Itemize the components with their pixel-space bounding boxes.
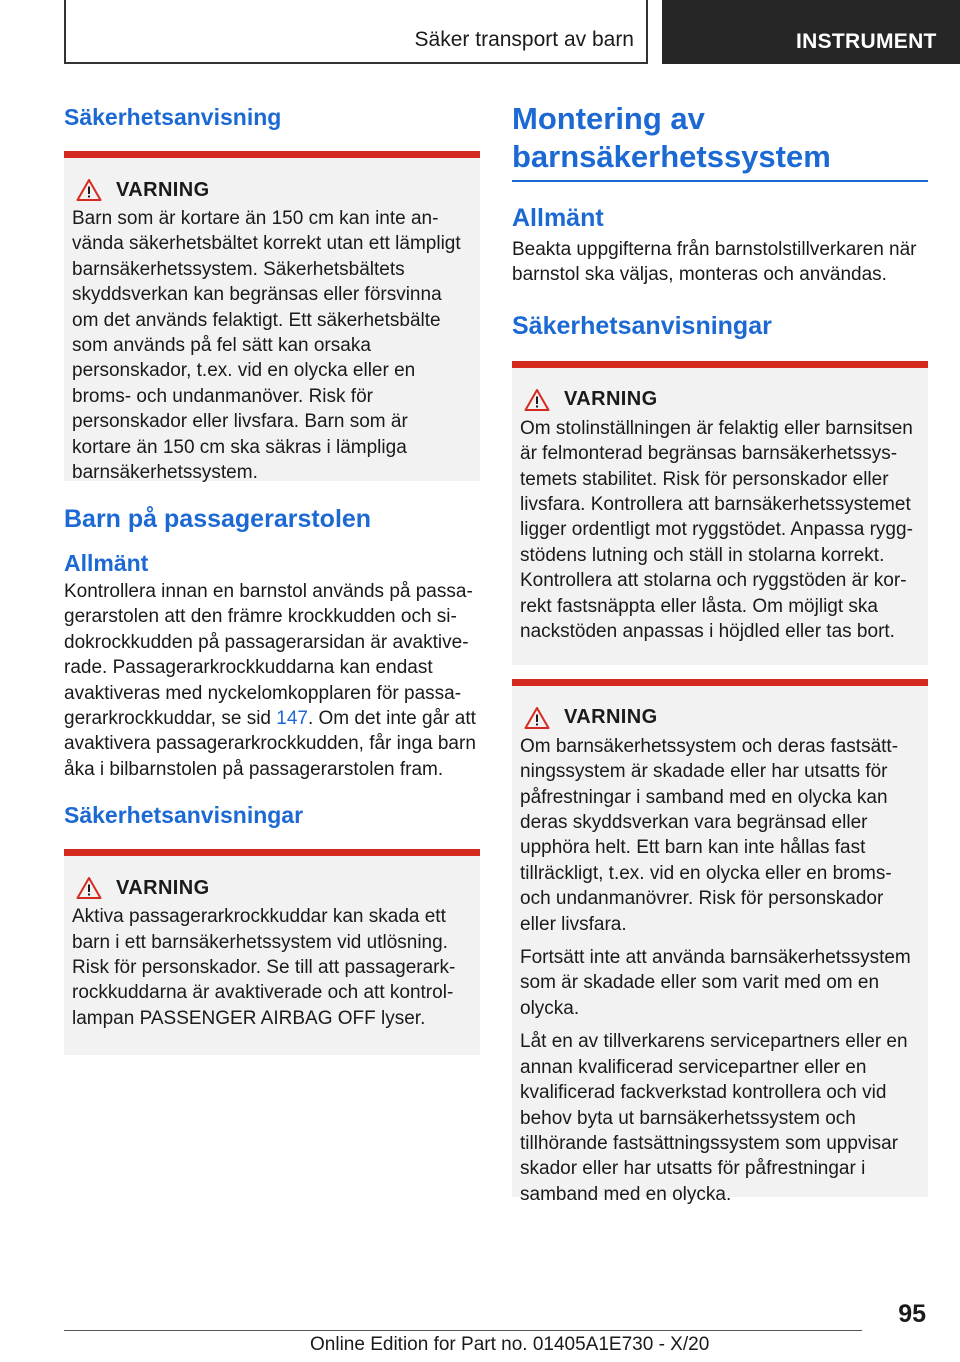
footer-edition: Online Edition for Part no. 01405A1E730 - X/20 [310, 1334, 710, 1355]
header-chapter-tab [662, 0, 960, 64]
warning-triangle-icon [524, 388, 550, 412]
warning-triangle-icon [76, 876, 102, 900]
warning-box [64, 849, 480, 1055]
header-section-title: Säker transport av barn [414, 28, 634, 51]
warning-label: VARNING [116, 178, 210, 201]
warning-title [520, 388, 918, 412]
warning-label: VARNING [564, 388, 658, 411]
warning-label: VARNING [564, 706, 658, 729]
warning-text: Aktiva passagerarkrockkuddar kan skada ett barn i ett barnsäkerhetssystem vid utlösning. Risk för personskador. Se till att passagerarkrockkuddarna är avaktiverade och att kontrollampan PASSENGER AIRBAG OFF lyser. [72, 906, 456, 1029]
warning-title [72, 876, 470, 900]
header-chapter-title: INSTRUMENT [796, 30, 937, 53]
page-number: 95 [898, 1300, 926, 1328]
right-column [512, 100, 928, 1205]
section-title: Montering av barnsäkerhetssystem [512, 100, 928, 182]
heading-allmant: Allmänt [512, 204, 604, 232]
warning-text: Barn som är kortare än 150 cm kan inte använda säkerhetsbältet korrekt utan ett lämpligt barnsäkerhetssystem. Säkerhetsbältets skyddsverkan kan begränsas eller försvinna om det används felaktigt. Ett säkerhetsbälte som används på fel sätt kan orsaka personskador, t.ex. vid en olycka eller en broms- och undanmanöver. Risk för personskador eller livsfara. Barn som är kortare än 150 cm ska säkras i lämpliga barnsäkerhetssystem. [72, 208, 461, 484]
heading-allmant: Allmänt [64, 550, 149, 576]
warning-text: Om barnsäkerhetssystem och deras fastsättningssystem är skadade eller har utsatts för påfrestningar i samband med en olycka kan deras skyddsverkan vara begränsad eller upphöra helt. Ett barn kan inte hållas fast tillräckligt, t.ex. vid en olycka eller en broms- och undanmanövrer. Risk för personskador eller livsfara. [520, 735, 899, 935]
warning-box [64, 151, 480, 484]
page-reference-link[interactable]: 147 [276, 708, 308, 730]
warning-triangle-icon [76, 178, 102, 202]
warning-text: Om stolinställningen är felaktig eller barnsitsen är felmonterad begränsas barnsäkerhetssystemets stabilitet. Risk för personskador eller livsfara. Kontrollera att barnsäkerhetssystemet ligger ordentligt mot ryggstödet. Anpassa ryggstödens lutning och ställ in stolarna korrekt. Kontrollera att stolarna och ryggstöden är korrekt fastsnäppta eller låsta. Om möjligt ska nackstöden anpassas i höjdled eller tas bort. [520, 417, 913, 643]
paragraph-allmant [64, 579, 480, 782]
warning-text: Låt en av tillverkarens servicepartners eller en annan kvalificerad servicepartner eller en kvalificerad fackverkstad kontrollera och vid behov byta ut barnsäkerhetssystem och tillhörande fastsättningssystem som uppvisar skador eller har utsatts för påfrestningar i samband med en olycka. [520, 1031, 908, 1205]
heading-barn-pa-passagerarstolen: Barn på passagerarstolen [64, 505, 372, 533]
paragraph-text: . Om det inte går att avaktivera passagerarkrockkudden, får inga barn åka i bilbarnstolen på passagerarstolen fram. [64, 708, 476, 780]
left-column [64, 100, 480, 1055]
warning-box [512, 679, 928, 1205]
paragraph-text: Kontrollera innan en barnstol används på passagerarstolen att den främre krockkudden och sidokrockkudden på passagerarsidan är avaktiverade. Passagerarkrockkuddarna kan endast avaktiveras med nyckelomkopplaren för passagerarkrockkuddar, se sid [64, 581, 473, 730]
heading-sakerhetsanvisningar: Säkerhetsanvisningar [64, 802, 304, 829]
warning-title [72, 178, 470, 202]
warning-box [512, 361, 928, 665]
warning-title [520, 706, 918, 730]
heading-sakerhetsanvisning: Säkerhetsanvisning [64, 104, 282, 130]
warning-text: Fortsätt inte att använda barnsäkerhetssystem som är skadade eller som varit med om en olycka. [520, 947, 911, 1019]
paragraph-allmant: Beakta uppgifterna från barnstolstillverkaren när barnstol ska väljas, monteras och användas. [512, 239, 917, 286]
warning-label: VARNING [116, 876, 210, 899]
heading-sakerhetsanvisningar: Säkerhetsanvisningar [512, 311, 772, 340]
header-section-tab [64, 0, 648, 64]
footer-divider [64, 1330, 862, 1331]
warning-triangle-icon [524, 706, 550, 730]
